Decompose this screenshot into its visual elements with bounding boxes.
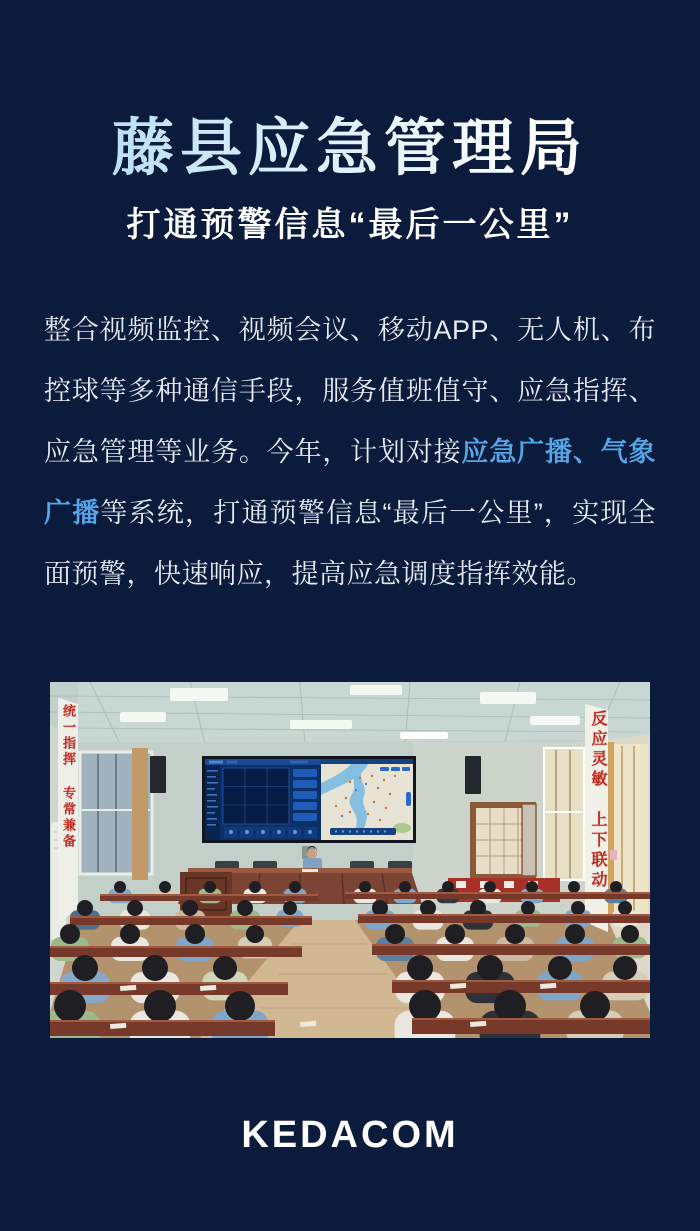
- kedacom-logo: KEDACOM: [241, 1114, 459, 1156]
- dashboard-side-buttons: [293, 769, 317, 821]
- bench-desk: [412, 1018, 650, 1034]
- paragraph-text: 整合视频监控、视频会议、移动APP、无人机、布控球等多种通信手段，服务值班值守、应急指挥、应急管理等业务。今年，计划对接: [44, 315, 656, 467]
- right-wall-slogan: 反应灵敏 上下联动: [589, 710, 606, 891]
- article-paragraph: [44, 300, 656, 605]
- ceiling: [50, 682, 650, 744]
- pink-poster: [610, 850, 617, 860]
- video-grid: [223, 768, 289, 824]
- left-curtain: [132, 748, 148, 880]
- paragraph-highlight: 应急广播、气象广播: [44, 437, 656, 528]
- open-door: [470, 802, 536, 878]
- meeting-photo: [50, 682, 650, 1038]
- map-screen: [321, 759, 413, 840]
- bench-desk: [372, 944, 650, 955]
- right-speaker: [465, 756, 481, 794]
- page-subtitle: 打通预警信息“最后一公里”: [126, 206, 574, 244]
- page-title: 藤县应急管理局: [0, 98, 700, 198]
- bench-desk: [70, 916, 312, 925]
- paragraph-text-after: 等系统，打通预警信息“最后一公里”，实现全面预警，快速响应，提高应急调度指挥效能。: [44, 498, 657, 589]
- meeting-room-scene: [50, 682, 650, 1038]
- right-window: [544, 748, 584, 880]
- map-top-buttons: [380, 767, 410, 771]
- left-speaker: [150, 756, 166, 793]
- bench-desk: [50, 1020, 275, 1036]
- map-zoom-buttons: [406, 792, 411, 806]
- dashboard-screen: [205, 759, 321, 840]
- bench-desk: [100, 894, 318, 901]
- left-wall-slogan: 统一指挥 专常兼备: [61, 704, 76, 850]
